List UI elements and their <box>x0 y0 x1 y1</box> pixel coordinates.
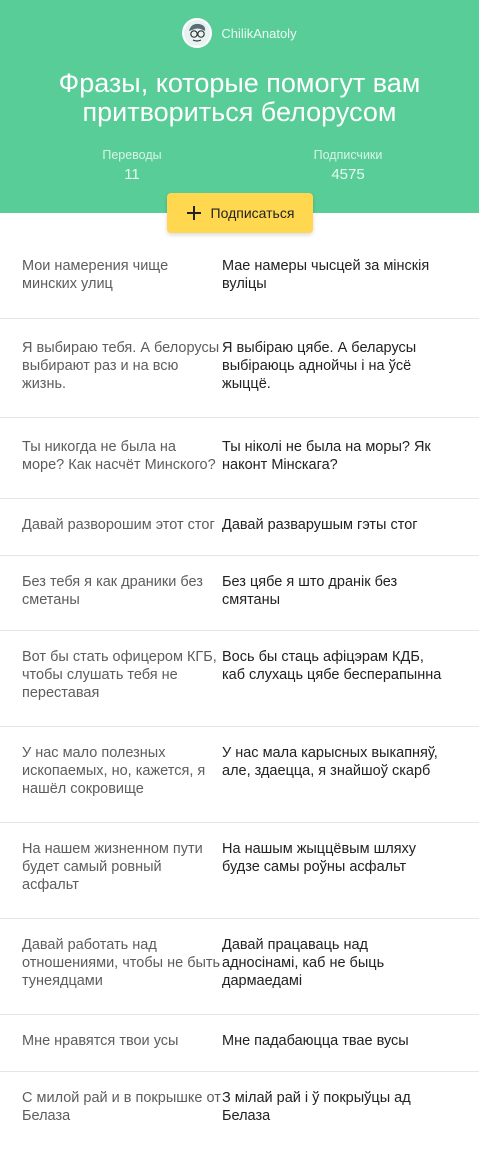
subscribers-label: Подписчики <box>313 148 383 162</box>
author[interactable] <box>0 18 479 48</box>
plus-icon <box>186 205 202 221</box>
translations-label: Переводы <box>102 148 162 162</box>
belarusian-phrase: Я выбіраю цябе. А беларусы выбіраюць аднойчы і на ўсё жыццё. <box>222 340 417 392</box>
russian-phrase: С милой рай и в покрышке от Белаза <box>22 1090 221 1124</box>
belarusian-phrase: На нашым жыццёвым шляху будзе самы роўны асфальт <box>222 841 417 875</box>
belarusian-phrase: Давай разварушым гэты стог <box>222 517 418 533</box>
translations-count: 11 <box>124 166 140 183</box>
phrase-row <box>0 823 479 919</box>
page-header <box>0 0 479 213</box>
russian-phrase: На нашем жизненном пути будет самый ровный асфальт <box>22 841 203 893</box>
page-title: Фразы, которые помогут вам притвориться белорусом <box>58 68 421 127</box>
phrase-row <box>0 919 479 1015</box>
phrase-row <box>0 727 479 823</box>
phrase-row <box>0 319 479 418</box>
belarusian-phrase: Ты ніколі не была на моры? Як наконт Мінскага? <box>222 439 431 473</box>
russian-phrase: Без тебя я как драники без сметаны <box>22 574 203 608</box>
belarusian-phrase: Давай працаваць над адносінамі, каб не быць дармаедамі <box>222 937 385 989</box>
subscribe-label: Подписаться <box>210 205 295 221</box>
phrase-row <box>0 1072 479 1149</box>
russian-phrase: Мне нравятся твои усы <box>22 1033 179 1049</box>
belarusian-phrase: Без цябе я што дранік без смятаны <box>222 574 398 608</box>
belarusian-phrase: З мілай рай і ў покрыўцы ад Белаза <box>222 1090 411 1124</box>
phrase-row <box>0 1015 479 1072</box>
translations-stat <box>52 148 212 183</box>
subscribers-count: 4575 <box>331 166 365 183</box>
subscribe-button[interactable] <box>167 193 313 233</box>
russian-phrase: Мои намерения чище минских улиц <box>22 258 169 292</box>
russian-phrase: У нас мало полезных ископаемых, но, кажется, я нашёл сокровище <box>22 745 206 797</box>
russian-phrase: Ты никогда не была на море? Как насчёт Минского? <box>22 439 216 473</box>
russian-phrase: Я выбираю тебя. А белорусы выбирают раз и на всю жизнь. <box>22 340 220 392</box>
belarusian-phrase: У нас мала карысных выкапняў, але, здаецца, я знайшоў скарб <box>222 745 438 779</box>
avatar-face-icon <box>183 19 211 47</box>
author-name[interactable]: ChilikAnatoly <box>221 25 297 41</box>
phrase-row <box>0 418 479 499</box>
belarusian-phrase: Мне падабаюцца твае вусы <box>222 1033 409 1049</box>
phrase-row <box>0 246 479 319</box>
subscribers-stat <box>268 148 428 183</box>
russian-phrase: Давай работать над отношениями, чтобы не быть тунеядцами <box>22 937 221 989</box>
phrase-list <box>0 213 479 1155</box>
russian-phrase: Вот бы стать офицером КГБ, чтобы слушать тебя не переставая <box>22 649 217 701</box>
avatar[interactable] <box>182 18 212 48</box>
belarusian-phrase: Мае намеры чысцей за мінскія вуліцы <box>222 258 430 292</box>
russian-phrase: Давай разворошим этот стог <box>22 517 215 533</box>
phrase-row <box>0 556 479 631</box>
phrase-row <box>0 499 479 556</box>
phrase-row <box>0 631 479 727</box>
belarusian-phrase: Вось бы стаць афіцэрам КДБ, каб слухаць цябе бесперапынна <box>222 649 442 683</box>
